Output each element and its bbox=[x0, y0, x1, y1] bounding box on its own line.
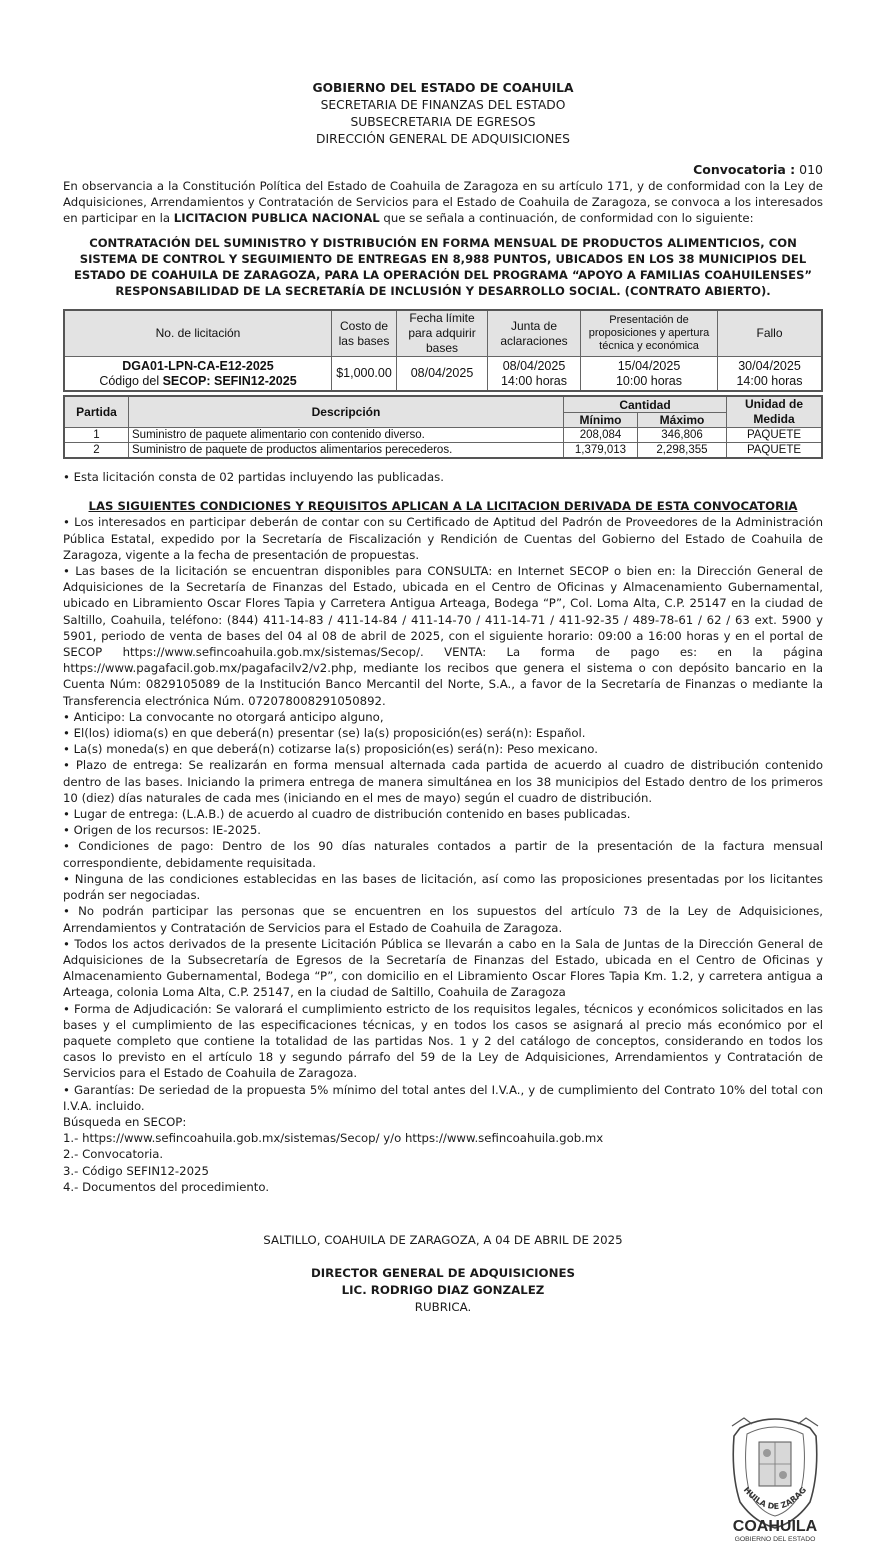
fallo-time: 14:00 horas bbox=[736, 373, 803, 388]
conditions-list bbox=[63, 514, 823, 1195]
th-minimo: Mínimo bbox=[564, 412, 638, 428]
coahuila-logo bbox=[720, 1414, 830, 1549]
th-cantidad: Cantidad bbox=[564, 396, 727, 412]
signature-title: DIRECTOR GENERAL DE ADQUISICIONES bbox=[310, 1265, 576, 1280]
list-item: • Plazo de entrega: Se realizarán en forma mensual alternada cada partida de acuerdo al cuadro de distribución contenido dentro de las bases. Iniciando la primera entrega de manera simultánea en los 38 municipios del Estado dentro de los primeros 10 (diez) días naturales de cada mes (iniciando en el mes de mayo) según el cuadro de distribución. bbox=[63, 758, 823, 805]
list-item: • Ninguna de las condiciones establecidas en las bases de licitación, así como las proposiciones presentadas por los licitantes podrán ser negociadas. bbox=[63, 871, 823, 903]
row-unidad: PAQUETE bbox=[727, 428, 823, 443]
cell-fallo bbox=[718, 357, 823, 392]
th-partida: Partida bbox=[64, 396, 129, 428]
table-row bbox=[64, 443, 822, 459]
list-item: • Forma de Adjudicación: Se valorará el cumplimiento estricto de los requisitos legales, técnicos y económicos solicitados en las bases y el cumplimiento de las especificaciones técnicas, y en todos los casos se asignará al precio más económico por el paquete completo que contiene la totalidad de las partidas Nos. 1 y 2 del catálogo de conceptos, considerando en todos los casos lo previsto en el artículo 18 y segundo párrafo del 59 de la Ley de Adquisiciones, Arrendamientos y Contratación de Servicios para el Estado de Coahuila de Zaragoza. bbox=[63, 1001, 823, 1081]
licitacion-number: DGA01-LPN-CA-E12-2025 bbox=[122, 358, 274, 373]
list-item: 4.- Documentos del procedimiento. bbox=[63, 1179, 270, 1194]
place-date: SALTILLO, COAHUILA DE ZARAGOZA, A 04 DE ABRIL DE 2025 bbox=[263, 1232, 623, 1247]
fallo-date: 30/04/2025 bbox=[738, 358, 801, 373]
list-item: 1.- https://www.sefincoahuila.gob.mx/sistemas/Secop/ y/o https://www.sefincoahuila.gob.mx bbox=[63, 1131, 604, 1146]
row-minimo: 208,084 bbox=[564, 428, 638, 443]
junta-date: 08/04/2025 bbox=[502, 358, 566, 373]
convocatoria-label: Convocatoria : bbox=[693, 162, 796, 177]
th-costo: Costo de las bases bbox=[332, 310, 397, 357]
document-header bbox=[63, 80, 823, 148]
signature-rubrica: RUBRICA. bbox=[414, 1299, 472, 1314]
cell-fecha-limite: 08/04/2025 bbox=[397, 357, 488, 392]
secop-code-prefix: Código del bbox=[99, 373, 163, 388]
junta-time: 14:00 horas bbox=[500, 373, 568, 388]
tender-table bbox=[63, 309, 823, 392]
header-direccion: DIRECCIÓN GENERAL DE ADQUISICIONES bbox=[316, 132, 570, 146]
list-item: • Garantías: De seriedad de la propuesta 5% mínimo del total antes del I.V.A., y de cumplimiento del Contrato 10% del total con I.V.A. incluido. bbox=[63, 1082, 823, 1113]
th-licitacion: No. de licitación bbox=[64, 310, 332, 357]
list-item: • Todos los actos derivados de la presente Licitación Pública se llevarán a cabo en la Sala de Juntas de la Dirección General de Adquisiciones de la Subsecretaría de Egresos de la Secretaría de Finanzas del Estado, ubicada en el Centro de Oficinas y Almacenamiento Gubernamental, Bodega “P”, con domicilio en el Libramiento Oscar Flores Tapia Km. 1.2, y carretera antigua a Arteaga, colonia Loma Alta, C.P. 25147, en la ciudad de Saltillo, Coahuila de Zaragoza bbox=[63, 936, 823, 1000]
cell-costo: $1,000.00 bbox=[332, 357, 397, 392]
list-item: 2.- Convocatoria. bbox=[63, 1147, 164, 1162]
row-maximo: 346,806 bbox=[638, 428, 727, 443]
presentacion-date: 15/04/2025 bbox=[617, 358, 681, 373]
cell-licitacion bbox=[64, 357, 332, 392]
row-descripcion: Suministro de paquete alimentario con contenido diverso. bbox=[129, 428, 564, 443]
tender-table-header bbox=[64, 310, 822, 357]
document-page bbox=[63, 80, 823, 1316]
row-descripcion: Suministro de paquete de productos alimentarios perecederos. bbox=[129, 443, 564, 459]
presentacion-time: 10:00 horas bbox=[615, 373, 683, 388]
tender-table-row bbox=[64, 357, 822, 392]
header-government: GOBIERNO DEL ESTADO DE COAHUILA bbox=[312, 81, 574, 95]
list-item: • Condiciones de pago: Dentro de los 90 días naturales contados a partir de la presentación de la factura mensual correspondiente, debidamente requisitada. bbox=[63, 839, 823, 870]
list-item: 3.- Código SEFIN12-2025 bbox=[63, 1163, 209, 1178]
list-item: • La(s) moneda(s) en que deberá(n) cotizarse la(s) proposición(es) será(n): Peso mexicano. bbox=[63, 742, 598, 757]
items-table bbox=[63, 395, 823, 459]
list-item: • No podrán participar las personas que se encuentren en los supuestos del artículo 73 de la Ley de Adquisiciones, Arrendamientos y Contratación de Servicios para el Estado de Coahuila de Zaragoza. bbox=[63, 904, 823, 935]
row-partida: 2 bbox=[64, 443, 129, 459]
convocatoria-number bbox=[63, 161, 823, 178]
secop-code bbox=[67, 374, 329, 389]
th-unidad: Unidad de Medida bbox=[727, 396, 823, 428]
th-presentacion: Presentación de proposiciones y apertura técnica y económica bbox=[581, 310, 718, 357]
logo-name: COAHUILA bbox=[732, 1518, 818, 1535]
list-item: Búsqueda en SECOP: bbox=[63, 1114, 187, 1129]
table-row bbox=[64, 428, 822, 443]
seal-text: HUILA DE ZARAG bbox=[741, 1485, 809, 1512]
row-maximo: 2,298,355 bbox=[638, 443, 727, 459]
header-secretaria: SECRETARIA DE FINANZAS DEL ESTADO bbox=[320, 98, 566, 112]
list-item: • El(los) idioma(s) en que deberá(n) presentar (se) la(s) proposición(es) será(n): Español. bbox=[63, 726, 586, 741]
intro-bold-text: LICITACION PUBLICA NACIONAL bbox=[173, 211, 380, 226]
row-unidad: PAQUETE bbox=[727, 443, 823, 459]
intro-paragraph bbox=[63, 178, 823, 227]
header-subsecretaria: SUBSECRETARIA DE EGRESOS bbox=[350, 115, 536, 129]
list-item: • Origen de los recursos: IE-2025. bbox=[63, 823, 261, 838]
partidas-note: • Esta licitación consta de 02 partidas incluyendo las publicadas. bbox=[63, 470, 444, 485]
list-item: • Anticipo: La convocante no otorgará anticipo alguno, bbox=[63, 709, 384, 724]
conditions-title: LAS SIGUIENTES CONDICIONES Y REQUISITOS APLICAN A LA LICITACION DERIVADA DE ESTA CONVOCATORIA bbox=[88, 499, 798, 514]
secop-code-value: SECOP: SEFIN12-2025 bbox=[162, 373, 297, 388]
th-junta: Junta de aclaraciones bbox=[488, 310, 581, 357]
items-table-header bbox=[64, 396, 822, 412]
intro-text-start: En observancia a la Constitución Política del Estado de Coahuila de Zaragoza en su artículo 171, y de conformidad con la Ley de Adquisiciones, Arrendamientos y Contratación de Servicios para el Estado de Coahuila de Zaragoza, se convoca a los interesados en participar en la bbox=[63, 179, 823, 226]
list-item: • Los interesados en participar deberán de contar con su Certificado de Aptitud del Padrón de Proveedores de la Administración Pública Estatal, expedido por la Secretaría de Fiscalización y Rendición de Cuentas del Gobierno del Estado de Coahuila de Zaragoza, vigente a la fecha de presentación de propuestas. bbox=[63, 515, 823, 562]
row-partida: 1 bbox=[64, 428, 129, 443]
convocatoria-value: 010 bbox=[799, 162, 823, 177]
th-maximo: Máximo bbox=[638, 412, 727, 428]
coat-of-arms-icon bbox=[720, 1414, 830, 1549]
cell-junta bbox=[488, 357, 581, 392]
th-fallo: Fallo bbox=[718, 310, 823, 357]
contract-object-title: CONTRATACIÓN DEL SUMINISTRO Y DISTRIBUCIÓN EN FORMA MENSUAL DE PRODUCTOS ALIMENTICIOS, CON SISTEMA DE CONTROL Y SEGUIMIENTO DE ENTREGAS EN 8,988 PUNTOS, UBICADOS EN LOS 38 MUNICIPIOS DEL ESTADO DE COAHUILA DE ZARAGOZA, PARA LA OPERACIÓN DEL PROGRAMA “APOYO A FAMILIAS COAHUILENSES” RESPONSABILIDAD DE LA SECRETARÍA DE INCLUSIÓN Y DESARROLLO SOCIAL. (CONTRATO ABIERTO). bbox=[73, 235, 813, 299]
th-fecha-limite: Fecha límite para adquirir bases bbox=[397, 310, 488, 357]
intro-text-end: que se señala a continuación, de conformidad con lo siguiente: bbox=[379, 211, 754, 226]
signature-block bbox=[63, 1265, 823, 1316]
list-item: • Lugar de entrega: (L.A.B.) de acuerdo al cuadro de distribución contenido en bases publicadas. bbox=[63, 807, 631, 822]
th-descripcion: Descripción bbox=[129, 396, 564, 428]
cell-presentacion bbox=[581, 357, 718, 392]
row-minimo: 1,379,013 bbox=[564, 443, 638, 459]
signature-name: LIC. RODRIGO DIAZ GONZALEZ bbox=[341, 1282, 545, 1297]
logo-subtitle: GOBIERNO DEL ESTADO bbox=[734, 1536, 816, 1543]
list-item: • Las bases de la licitación se encuentran disponibles para CONSULTA: en Internet SECOP o bien en: la Dirección General de Adquisiciones de la Secretaría de Finanzas del Estado, ubicada en el Centro de Oficinas y Almacenamiento Gubernamental, ubicado en Libramiento Oscar Flores Tapia y Carretera Antigua Arteaga, Bodega “P”, Col. Loma Alta, C.P. 25147 en la ciudad de Saltillo, Coahuila, teléfono: (844) 411-14-83 / 411-14-84 / 411-14-70 / 411-14-71 / 411-92-35 / 489-78-61 / 62 / 63 ext. 5900 y 5901, periodo de venta de bases del 04 al 08 de abril de 2025, con el siguiente horario: 09:00 a 16:00 horas y en el portal de SECOP https://www.sefincoahuila.gob.mx/sistemas/Secop/. VENTA: La forma de pago es: en la página https://www.pagafacil.gob.mx/pagafacilv2/v2.php, mediante los recibos que genera el sistema o con depósito bancario en la Cuenta Núm: 0829105089 de la Institución Banco Mercantil del Norte, S.A., a favor de la Secretaría de Finanzas o mediante la Transferencia electrónica Núm. 072078008291050892. bbox=[63, 564, 823, 708]
